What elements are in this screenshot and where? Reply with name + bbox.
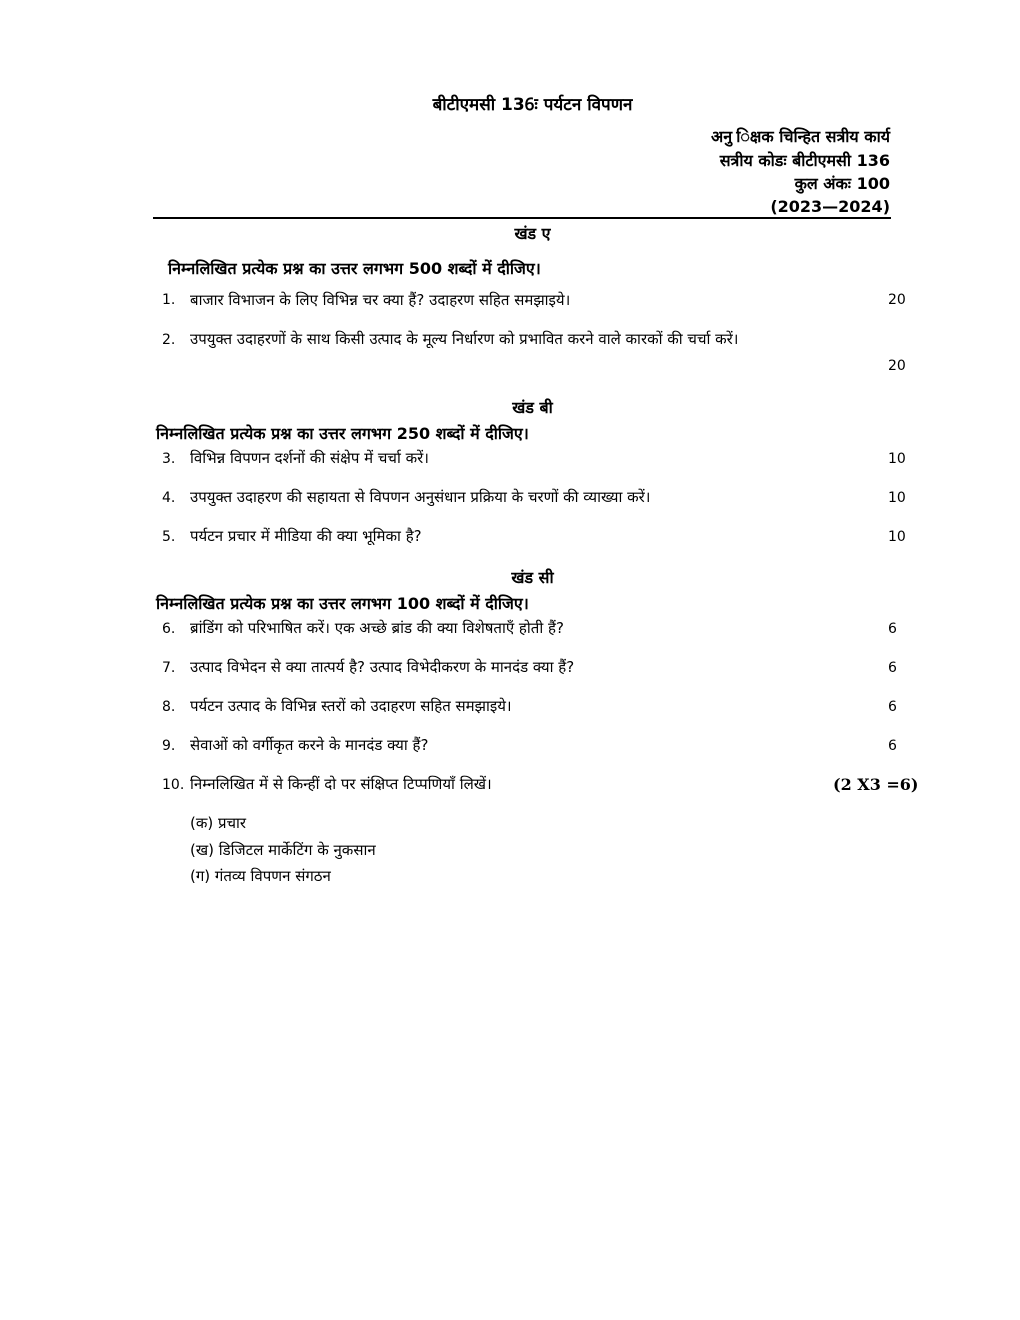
- total-marks: कुल अंकः 100: [794, 174, 890, 193]
- question-marks: 10: [888, 490, 906, 506]
- assignment-type: अनु िक्षक चिन्हित सत्रीय कार्य: [710, 127, 890, 146]
- question-number: 7.: [162, 660, 176, 676]
- question-marks: 6: [888, 699, 897, 715]
- question-number: 1.: [162, 292, 176, 308]
- question-marks: 20: [888, 292, 906, 308]
- question-number: 2.: [162, 332, 176, 348]
- question-text: पर्यटन प्रचार में मीडिया की क्या भूमिका है?: [190, 527, 422, 545]
- question-text: ब्रांडिंग को परिभाषित करें। एक अच्छे ब्रांड की क्या विशेषताएँ होती हैं?: [190, 619, 564, 637]
- question-text: उपयुक्त उदाहरण की सहायता से विपणन अनुसंधान प्रक्रिया के चरणों की व्याख्या करें।: [190, 488, 651, 506]
- section-a-heading: खंड ए: [514, 224, 551, 243]
- question-text: विभिन्न विपणन दर्शनों की संक्षेप में चर्चा करें।: [190, 449, 429, 467]
- header-divider: [153, 217, 891, 219]
- session-years: (2023—2024): [770, 197, 890, 216]
- sub-item: (क) प्रचार: [190, 814, 247, 832]
- question-number: 10.: [162, 777, 185, 793]
- question-marks: 10: [888, 529, 906, 545]
- question-marks: 10: [888, 451, 906, 467]
- question-text: उपयुक्त उदाहरणों के साथ किसी उत्पाद के मूल्य निर्धारण को प्रभावित करने वाले कारकों की चर्चा करें।: [190, 330, 739, 348]
- question-marks: 20: [888, 358, 906, 374]
- course-title: बीटीएमसी 136ः पर्यटन विपणन: [432, 95, 633, 115]
- question-text: उत्पाद विभेदन से क्या तात्पर्य है? उत्पाद विभेदीकरण के मानदंड क्या हैं?: [190, 658, 575, 676]
- question-text: बाजार विभाजन के लिए विभिन्न चर क्या हैं? उदाहरण सहित समझाइये।: [190, 291, 571, 309]
- question-number: 4.: [162, 490, 176, 506]
- section-c-instruction: निम्नलिखित प्रत्येक प्रश्न का उत्तर लगभग 100 शब्दों में दीजिए।: [156, 594, 529, 613]
- sub-item: (ख) डिजिटल मार्केटिंग के नुकसान: [190, 841, 376, 859]
- question-number: 5.: [162, 529, 176, 545]
- question-marks: 6: [888, 621, 897, 637]
- question-text: पर्यटन उत्पाद के विभिन्न स्तरों को उदाहरण सहित समझाइये।: [190, 697, 512, 715]
- question-number: 8.: [162, 699, 176, 715]
- section-a-instruction: निम्नलिखित प्रत्येक प्रश्न का उत्तर लगभग 500 शब्दों में दीजिए।: [168, 259, 541, 278]
- question-number: 3.: [162, 451, 176, 467]
- question-text: निम्नलिखित में से किन्हीं दो पर संक्षिप्त टिप्पणियाँ लिखें।: [190, 775, 492, 793]
- question-number: 6.: [162, 621, 176, 637]
- question-marks: 6: [888, 738, 897, 754]
- section-b-heading: खंड बी: [512, 398, 553, 417]
- question-number: 9.: [162, 738, 176, 754]
- question-text: सेवाओं को वर्गीकृत करने के मानदंड क्या हैं?: [190, 736, 429, 754]
- question-marks: (2 X3 =6): [833, 775, 919, 794]
- section-b-instruction: निम्नलिखित प्रत्येक प्रश्न का उत्तर लगभग 250 शब्दों में दीजिए।: [156, 424, 529, 443]
- section-c-heading: खंड सी: [511, 568, 554, 587]
- assignment-code: सत्रीय कोडः बीटीएमसी 136: [719, 151, 890, 170]
- question-marks: 6: [888, 660, 897, 676]
- sub-item: (ग) गंतव्य विपणन संगठन: [190, 867, 331, 885]
